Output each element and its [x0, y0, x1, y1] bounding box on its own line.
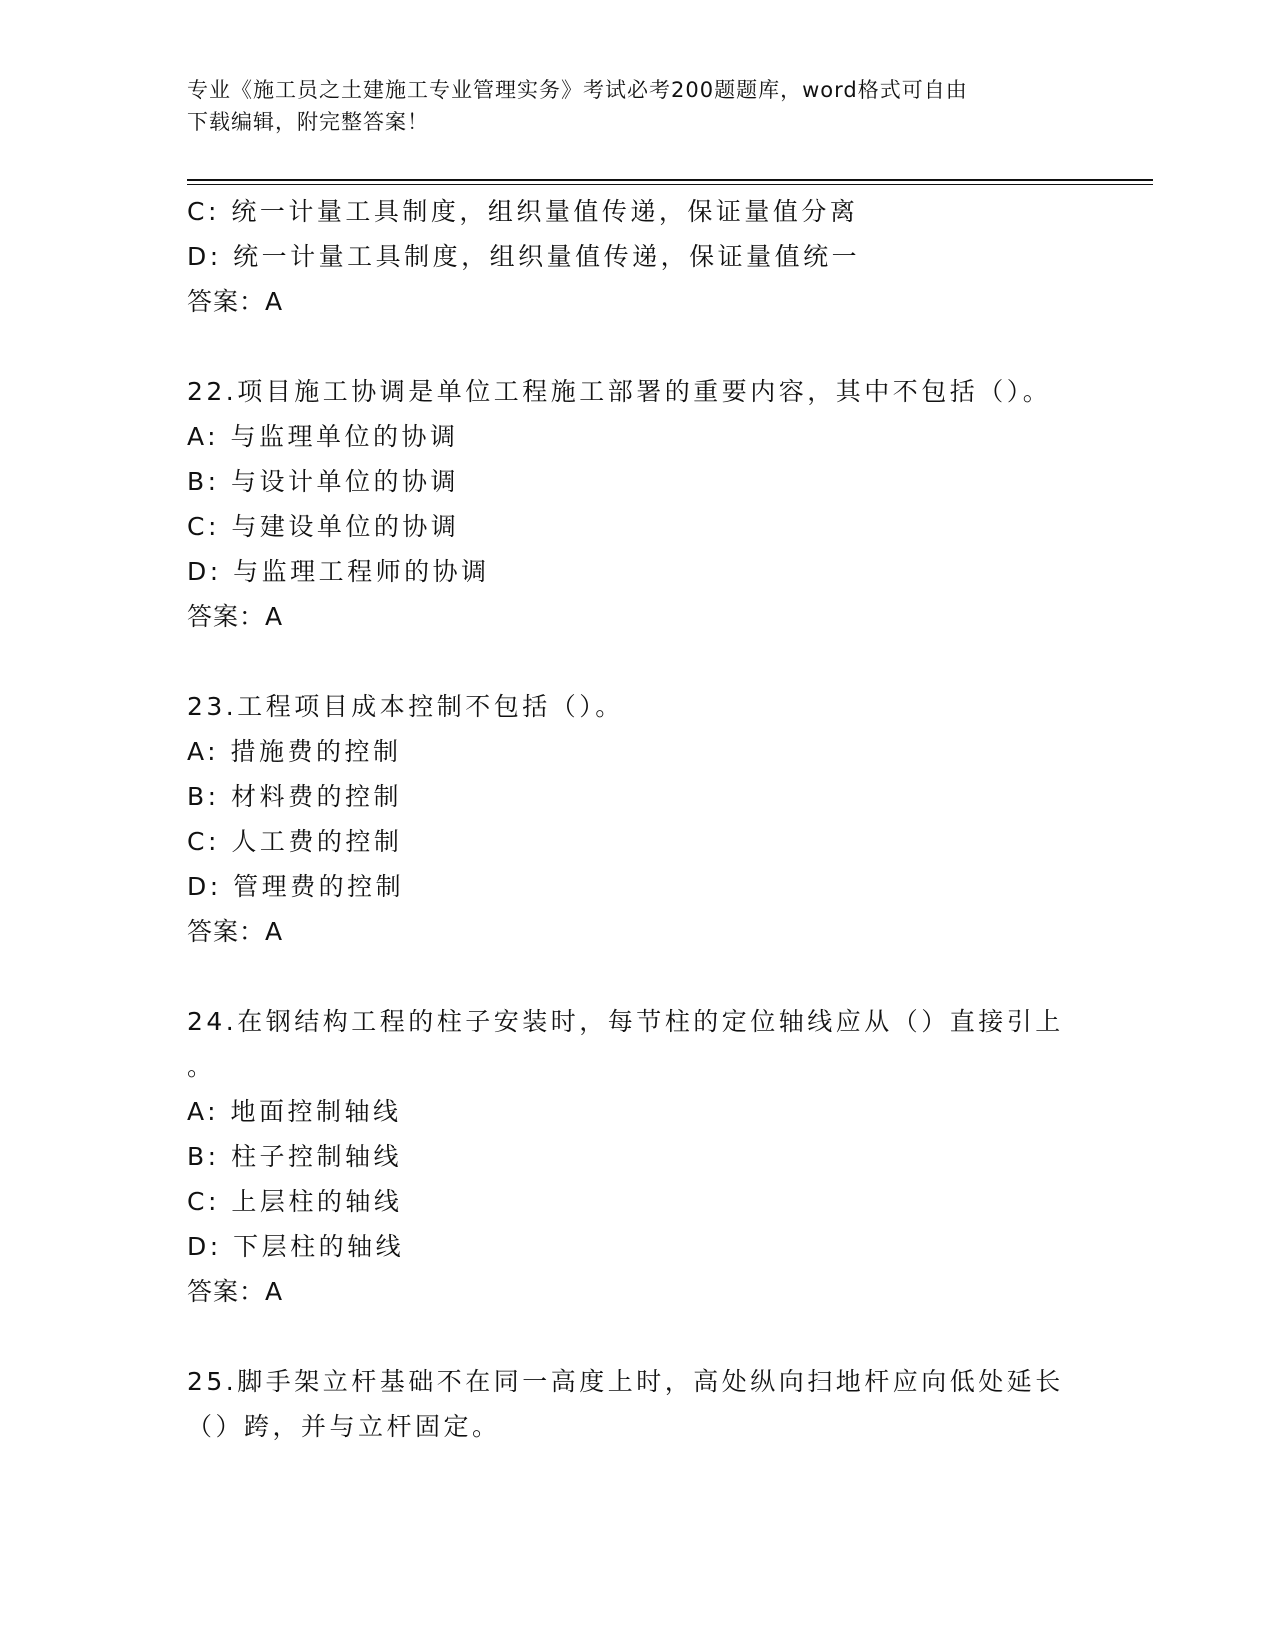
option-c: C: 统一计量工具制度，组织量值传递，保证量值分离 — [187, 197, 859, 226]
question-24 — [187, 999, 1087, 1314]
question-21-tail — [187, 189, 1087, 324]
question-stem-line-2: （）跨，并与立杆固定。 — [187, 1412, 501, 1441]
option-d: D: 下层柱的轴线 — [187, 1232, 405, 1261]
question-stem-line-1: 24.在钢结构工程的柱子安装时，每节柱的定位轴线应从（）直接引上 — [187, 1007, 1064, 1036]
option-c: C: 人工费的控制 — [187, 827, 403, 856]
question-stem: 22.项目施工协调是单位工程施工部署的重要内容，其中不包括（）。 — [187, 377, 1052, 406]
option-b: B: 柱子控制轴线 — [187, 1142, 403, 1171]
answer: 答案：A — [187, 287, 284, 316]
question-25 — [187, 1359, 1087, 1449]
spacer — [187, 324, 1087, 369]
spacer — [187, 1314, 1087, 1359]
option-d: D: 与监理工程师的协调 — [187, 557, 490, 586]
answer: 答案：A — [187, 602, 284, 631]
question-stem-line-1: 25.脚手架立杆基础不在同一高度上时，高处纵向扫地杆应向低处延长 — [187, 1367, 1064, 1396]
option-a: A: 措施费的控制 — [187, 737, 402, 766]
question-23 — [187, 684, 1087, 954]
document-header — [187, 74, 1067, 138]
spacer — [187, 639, 1087, 684]
option-a: A: 与监理单位的协调 — [187, 422, 459, 451]
header-line-2: 下载编辑，附完整答案！ — [187, 110, 429, 134]
question-22 — [187, 369, 1087, 639]
header-divider-thick — [187, 179, 1153, 181]
answer: 答案：A — [187, 917, 284, 946]
question-stem-line-2: 。 — [187, 1052, 216, 1081]
header-line-1: 专业《施工员之土建施工专业管理实务》考试必考200题题库，word格式可自由 — [187, 78, 968, 102]
option-b: B: 与设计单位的协调 — [187, 467, 460, 496]
option-d: D: 管理费的控制 — [187, 872, 405, 901]
option-c: C: 上层柱的轴线 — [187, 1187, 403, 1216]
spacer — [187, 954, 1087, 999]
option-b: B: 材料费的控制 — [187, 782, 403, 811]
option-d: D: 统一计量工具制度，组织量值传递，保证量值统一 — [187, 242, 861, 271]
question-list — [187, 189, 1087, 1449]
option-c: C: 与建设单位的协调 — [187, 512, 460, 541]
question-stem: 23.工程项目成本控制不包括（）。 — [187, 692, 624, 721]
option-a: A: 地面控制轴线 — [187, 1097, 402, 1126]
header-divider-thin — [187, 184, 1153, 185]
answer: 答案：A — [187, 1277, 284, 1306]
